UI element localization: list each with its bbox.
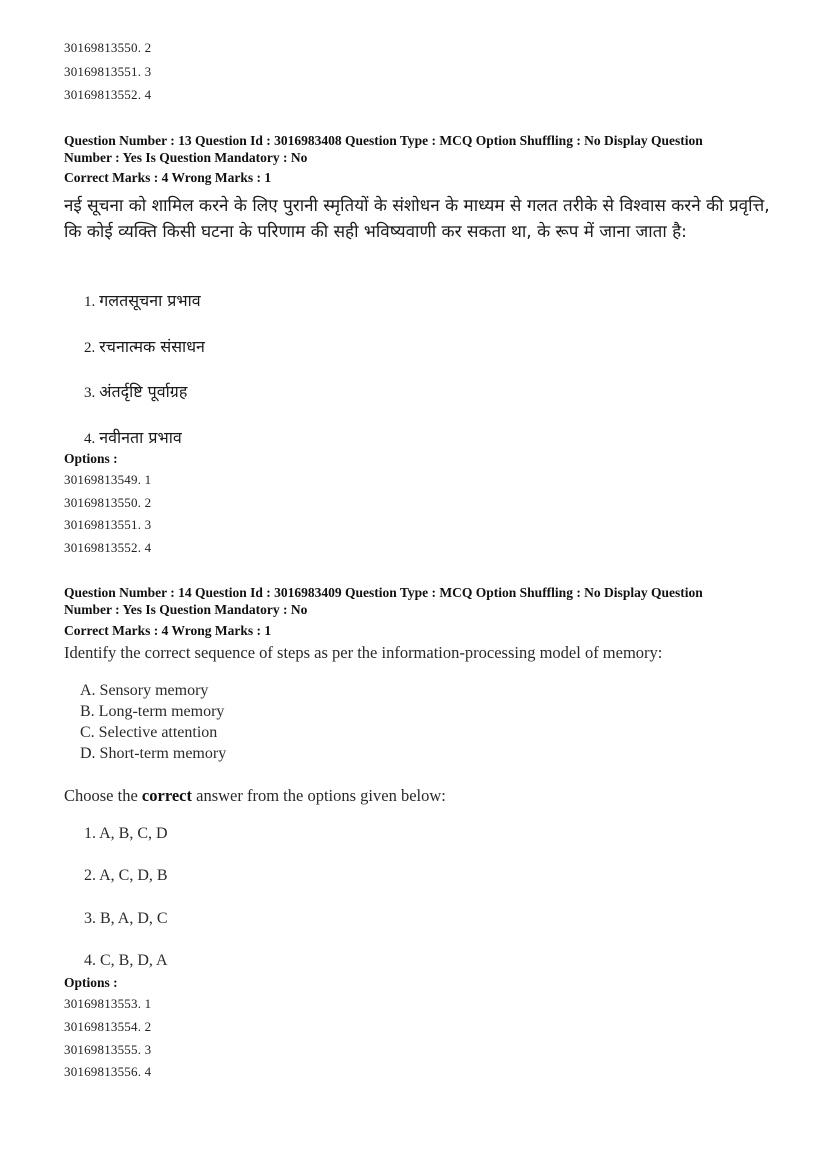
answer-choice: 1. A, B, C, D	[84, 825, 168, 842]
choice-text: गलतसूचना प्रभाव	[99, 291, 201, 310]
option-line: 30169813556. 4	[64, 1064, 152, 1079]
question-marks: Correct Marks : 4 Wrong Marks : 1	[64, 170, 272, 185]
option-line: 30169813555. 3	[64, 1042, 152, 1057]
options-label: Options :	[64, 975, 118, 990]
choice-text: रचनात्मक संसाधन	[99, 337, 205, 356]
choice-text: अंतर्दृष्टि पूर्वाग्रह	[99, 382, 188, 401]
choice-text: नवीनता प्रभाव	[99, 428, 182, 447]
option-line: 30169813554. 2	[64, 1019, 152, 1034]
option-line: 30169813553. 1	[64, 996, 152, 1011]
option-line: 30169813551. 3	[64, 517, 152, 532]
answer-choice: 3. B, A, D, C	[84, 910, 168, 927]
choice-number: 2.	[84, 340, 96, 356]
choice-number: 1.	[84, 294, 96, 310]
option-line: 30169813550. 2	[64, 495, 152, 510]
answer-choice	[84, 380, 187, 402]
question-meta: Question Number : 14 Question Id : 3016983409 Question Type : MCQ Option Shuffling : No Display Question	[64, 585, 703, 600]
answer-choice: 2. A, C, D, B	[84, 867, 168, 884]
option-line: 30169813552. 4	[64, 540, 152, 555]
answer-choice	[84, 426, 182, 448]
list-item: C. Selective attention	[80, 724, 218, 741]
instruction-pre: Choose the	[64, 786, 142, 805]
question-marks: Correct Marks : 4 Wrong Marks : 1	[64, 623, 272, 638]
instruction-text	[64, 786, 446, 806]
answer-choice	[84, 335, 205, 357]
question-meta: Question Number : 13 Question Id : 3016983408 Question Type : MCQ Option Shuffling : No Display Question	[64, 133, 703, 148]
choice-number: 4.	[84, 431, 96, 447]
answer-choice	[84, 289, 201, 311]
answer-choice: 4. C, B, D, A	[84, 952, 168, 969]
question-text: नई सूचना को शामिल करने के लिए पुरानी स्मृतियों के संशोधन के माध्यम से गलत तरीके से विश्वास करने की प्रवृत्ति, कि कोई व्यक्ति किसी घटना के परिणाम की सही भविष्यवाणी कर सकता था, के रूप में जाना जाता है:	[64, 196, 770, 242]
list-item: B. Long-term memory	[80, 703, 225, 720]
option-line: 30169813549. 1	[64, 472, 152, 487]
list-item: A. Sensory memory	[80, 682, 209, 699]
options-label: Options :	[64, 451, 118, 466]
instruction-bold: correct	[141, 786, 192, 805]
list-item: D. Short-term memory	[80, 745, 227, 762]
question-meta-continued: Number : Yes Is Question Mandatory : No	[64, 602, 308, 617]
question-text: Identify the correct sequence of steps as per the information-processing model of memory:	[64, 643, 663, 662]
instruction-post: answer from the options given below:	[192, 786, 446, 805]
choice-number: 3.	[84, 385, 96, 401]
question-meta-continued: Number : Yes Is Question Mandatory : No	[64, 150, 308, 165]
option-line: 30169813551. 3	[64, 64, 152, 79]
option-line: 30169813552. 4	[64, 87, 152, 102]
option-line: 30169813550. 2	[64, 40, 152, 55]
